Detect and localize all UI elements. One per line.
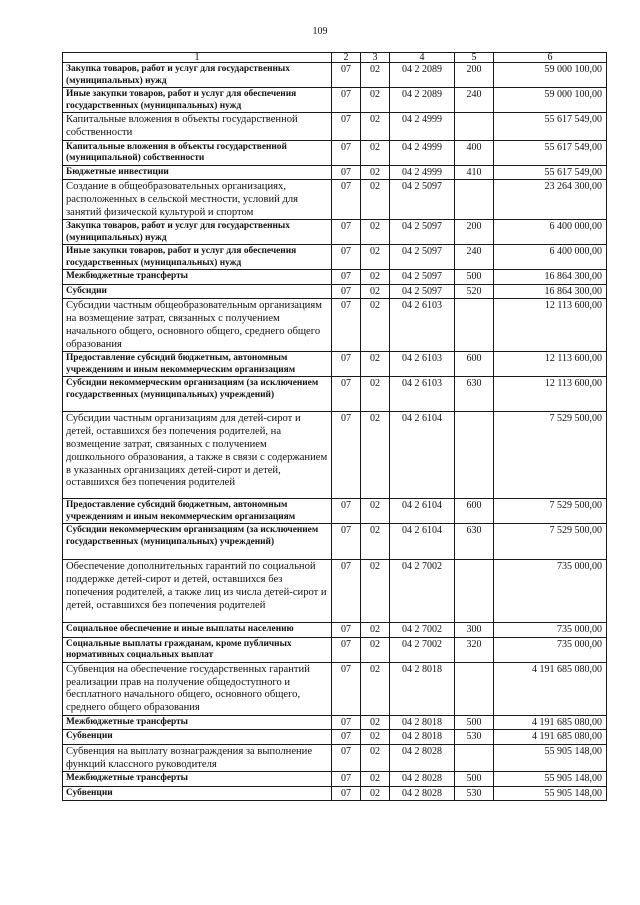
row-name-cell: Субсидии частным организациям для детей-сирот и детей, оставшихся без попечения родителей, на возмещение затрат, связанных с получением дошкольного образования, а также в связи с содержанием в указанных организациях детей-сирот и детей, оставшихся без попечения родителей xyxy=(63,412,332,499)
row-target-article-cell: 04 2 5097 xyxy=(390,180,455,220)
row-expense-type-cell xyxy=(455,744,494,772)
table-row xyxy=(63,377,607,412)
row-subsection-cell: 02 xyxy=(361,715,390,729)
row-amount-cell: 12 113 600,00 xyxy=(494,377,607,412)
row-section-cell: 07 xyxy=(332,220,361,245)
row-amount-cell: 55 905 148,00 xyxy=(494,772,607,786)
table-row xyxy=(63,499,607,524)
row-name-cell: Субвенции xyxy=(63,730,332,744)
row-name-cell: Закупка товаров, работ и услуг для государственных (муниципальных) нужд xyxy=(63,220,332,245)
row-amount-cell: 735 000,00 xyxy=(494,560,607,623)
row-subsection-cell: 02 xyxy=(361,180,390,220)
row-amount-cell: 4 191 685 080,00 xyxy=(494,715,607,729)
row-name-cell: Социальные выплаты гражданам, кроме публичных нормативных социальных выплат xyxy=(63,637,332,662)
row-expense-type-cell: 600 xyxy=(455,499,494,524)
row-expense-type-cell: 200 xyxy=(455,220,494,245)
row-expense-type-cell: 600 xyxy=(455,352,494,377)
row-target-article-cell: 04 2 7002 xyxy=(390,637,455,662)
row-amount-cell: 7 529 500,00 xyxy=(494,524,607,560)
row-amount-cell: 59 000 100,00 xyxy=(494,63,607,88)
row-name-cell: Обеспечение дополнительных гарантий по социальной поддержке детей-сирот и детей, оставшихся без попечения родителей, а также лиц из числа детей-сирот и детей, оставшихся без попечения родителей xyxy=(63,560,332,623)
row-target-article-cell: 04 2 5097 xyxy=(390,220,455,245)
row-subsection-cell: 02 xyxy=(361,63,390,88)
row-expense-type-cell: 630 xyxy=(455,524,494,560)
row-expense-type-cell: 500 xyxy=(455,270,494,284)
row-expense-type-cell: 520 xyxy=(455,284,494,298)
row-expense-type-cell: 300 xyxy=(455,623,494,637)
row-subsection-cell: 02 xyxy=(361,165,390,179)
row-target-article-cell: 04 2 6104 xyxy=(390,499,455,524)
table-row xyxy=(63,180,607,220)
row-section-cell: 07 xyxy=(332,377,361,412)
row-name-cell: Капитальные вложения в объекты государственной (муниципальной) собственности xyxy=(63,140,332,165)
row-subsection-cell: 02 xyxy=(361,113,390,141)
row-section-cell: 07 xyxy=(332,140,361,165)
row-target-article-cell: 04 2 8018 xyxy=(390,662,455,715)
table-body xyxy=(63,63,607,801)
row-section-cell: 07 xyxy=(332,270,361,284)
col-header-subsection: 3 xyxy=(361,53,390,63)
table-row xyxy=(63,270,607,284)
row-target-article-cell: 04 2 5097 xyxy=(390,270,455,284)
row-amount-cell: 6 400 000,00 xyxy=(494,220,607,245)
row-section-cell: 07 xyxy=(332,715,361,729)
row-amount-cell: 55 617 549,00 xyxy=(494,165,607,179)
row-expense-type-cell: 400 xyxy=(455,140,494,165)
row-name-cell: Субвенции xyxy=(63,786,332,800)
col-header-amount: 6 xyxy=(494,53,607,63)
row-name-cell: Межбюджетные трансферты xyxy=(63,270,332,284)
row-section-cell: 07 xyxy=(332,412,361,499)
table-row xyxy=(63,786,607,800)
row-section-cell: 07 xyxy=(332,772,361,786)
table-row xyxy=(63,560,607,623)
row-subsection-cell: 02 xyxy=(361,560,390,623)
row-subsection-cell: 02 xyxy=(361,662,390,715)
table-row xyxy=(63,220,607,245)
table-row xyxy=(63,637,607,662)
row-subsection-cell: 02 xyxy=(361,299,390,352)
col-header-section: 2 xyxy=(332,53,361,63)
row-section-cell: 07 xyxy=(332,245,361,270)
row-section-cell: 07 xyxy=(332,744,361,772)
row-amount-cell: 735 000,00 xyxy=(494,623,607,637)
row-section-cell: 07 xyxy=(332,63,361,88)
row-name-cell: Межбюджетные трансферты xyxy=(63,715,332,729)
row-target-article-cell: 04 2 6103 xyxy=(390,299,455,352)
row-subsection-cell: 02 xyxy=(361,524,390,560)
row-target-article-cell: 04 2 7002 xyxy=(390,623,455,637)
row-expense-type-cell xyxy=(455,662,494,715)
row-section-cell: 07 xyxy=(332,165,361,179)
row-amount-cell: 7 529 500,00 xyxy=(494,412,607,499)
table-row xyxy=(63,662,607,715)
row-section-cell: 07 xyxy=(332,284,361,298)
row-name-cell: Субвенция на обеспечение государственных гарантий реализации прав на получение общедоступного и бесплатного начального общего, основного общего, среднего общего образования xyxy=(63,662,332,715)
row-subsection-cell: 02 xyxy=(361,140,390,165)
row-name-cell: Межбюджетные трансферты xyxy=(63,772,332,786)
row-name-cell: Предоставление субсидий бюджетным, автономным учреждениям и иным некоммерческим организациям xyxy=(63,352,332,377)
row-amount-cell: 4 191 685 080,00 xyxy=(494,730,607,744)
table-row xyxy=(63,772,607,786)
row-section-cell: 07 xyxy=(332,623,361,637)
row-subsection-cell: 02 xyxy=(361,637,390,662)
row-target-article-cell: 04 2 6103 xyxy=(390,377,455,412)
row-name-cell: Субвенция на выплату вознаграждения за выполнение функций классного руководителя xyxy=(63,744,332,772)
row-expense-type-cell xyxy=(455,412,494,499)
col-header-target-article: 4 xyxy=(390,53,455,63)
budget-table xyxy=(62,52,607,801)
row-name-cell: Субсидии некоммерческим организациям (за исключением государственных (муниципальных) учреждений) xyxy=(63,524,332,560)
page-number: 109 xyxy=(312,26,328,37)
row-name-cell: Предоставление субсидий бюджетным, автономным учреждениям и иным некоммерческим организациям xyxy=(63,499,332,524)
row-target-article-cell: 04 2 4999 xyxy=(390,140,455,165)
row-section-cell: 07 xyxy=(332,88,361,113)
row-section-cell: 07 xyxy=(332,180,361,220)
table-row xyxy=(63,623,607,637)
row-subsection-cell: 02 xyxy=(361,377,390,412)
table-row xyxy=(63,165,607,179)
row-target-article-cell: 04 2 8018 xyxy=(390,715,455,729)
row-amount-cell: 16 864 300,00 xyxy=(494,284,607,298)
row-expense-type-cell: 530 xyxy=(455,730,494,744)
row-amount-cell: 7 529 500,00 xyxy=(494,499,607,524)
row-expense-type-cell: 630 xyxy=(455,377,494,412)
row-amount-cell: 55 905 148,00 xyxy=(494,744,607,772)
row-amount-cell: 12 113 600,00 xyxy=(494,352,607,377)
row-subsection-cell: 02 xyxy=(361,88,390,113)
row-amount-cell: 55 617 549,00 xyxy=(494,140,607,165)
row-subsection-cell: 02 xyxy=(361,352,390,377)
row-subsection-cell: 02 xyxy=(361,412,390,499)
row-expense-type-cell xyxy=(455,560,494,623)
row-amount-cell: 55 905 148,00 xyxy=(494,786,607,800)
row-target-article-cell: 04 2 8018 xyxy=(390,730,455,744)
row-expense-type-cell: 500 xyxy=(455,772,494,786)
row-expense-type-cell: 240 xyxy=(455,245,494,270)
table-row xyxy=(63,299,607,352)
row-amount-cell: 23 264 300,00 xyxy=(494,180,607,220)
row-subsection-cell: 02 xyxy=(361,623,390,637)
row-amount-cell: 55 617 549,00 xyxy=(494,113,607,141)
table-row xyxy=(63,284,607,298)
row-target-article-cell: 04 2 6104 xyxy=(390,412,455,499)
row-amount-cell: 6 400 000,00 xyxy=(494,245,607,270)
row-subsection-cell: 02 xyxy=(361,270,390,284)
table-row xyxy=(63,88,607,113)
row-expense-type-cell xyxy=(455,299,494,352)
row-target-article-cell: 04 2 4999 xyxy=(390,113,455,141)
table-row xyxy=(63,412,607,499)
row-amount-cell: 16 864 300,00 xyxy=(494,270,607,284)
row-section-cell: 07 xyxy=(332,499,361,524)
row-expense-type-cell: 240 xyxy=(455,88,494,113)
row-subsection-cell: 02 xyxy=(361,245,390,270)
table-row xyxy=(63,730,607,744)
row-target-article-cell: 04 2 2089 xyxy=(390,88,455,113)
row-subsection-cell: 02 xyxy=(361,744,390,772)
row-subsection-cell: 02 xyxy=(361,772,390,786)
table-row xyxy=(63,63,607,88)
row-section-cell: 07 xyxy=(332,299,361,352)
row-target-article-cell: 04 2 8028 xyxy=(390,786,455,800)
row-section-cell: 07 xyxy=(332,560,361,623)
row-target-article-cell: 04 2 8028 xyxy=(390,772,455,786)
row-amount-cell: 59 000 100,00 xyxy=(494,88,607,113)
row-name-cell: Создание в общеобразовательных организациях, расположенных в сельской местности, условий для занятий физической культурой и спортом xyxy=(63,180,332,220)
row-amount-cell: 12 113 600,00 xyxy=(494,299,607,352)
row-subsection-cell: 02 xyxy=(361,220,390,245)
row-name-cell: Иные закупки товаров, работ и услуг для обеспечения государственных (муниципальных) нужд xyxy=(63,245,332,270)
col-header-name: 1 xyxy=(63,53,332,63)
row-section-cell: 07 xyxy=(332,730,361,744)
row-section-cell: 07 xyxy=(332,352,361,377)
row-name-cell: Бюджетные инвестиции xyxy=(63,165,332,179)
col-header-expense-type: 5 xyxy=(455,53,494,63)
row-section-cell: 07 xyxy=(332,113,361,141)
row-subsection-cell: 02 xyxy=(361,284,390,298)
header-row xyxy=(63,53,607,63)
row-expense-type-cell: 200 xyxy=(455,63,494,88)
row-section-cell: 07 xyxy=(332,524,361,560)
table-row xyxy=(63,245,607,270)
row-subsection-cell: 02 xyxy=(361,499,390,524)
row-section-cell: 07 xyxy=(332,637,361,662)
row-name-cell: Субсидии частным общеобразовательным организациям на возмещение затрат, связанных с получением начального общего, основного общего, среднего общего образования xyxy=(63,299,332,352)
row-target-article-cell: 04 2 5097 xyxy=(390,284,455,298)
row-section-cell: 07 xyxy=(332,662,361,715)
row-section-cell: 07 xyxy=(332,786,361,800)
row-name-cell: Иные закупки товаров, работ и услуг для обеспечения государственных (муниципальных) нужд xyxy=(63,88,332,113)
row-target-article-cell: 04 2 8028 xyxy=(390,744,455,772)
row-subsection-cell: 02 xyxy=(361,730,390,744)
row-target-article-cell: 04 2 5097 xyxy=(390,245,455,270)
row-target-article-cell: 04 2 2089 xyxy=(390,63,455,88)
row-expense-type-cell: 410 xyxy=(455,165,494,179)
row-name-cell: Субсидии xyxy=(63,284,332,298)
table-row xyxy=(63,744,607,772)
row-expense-type-cell: 320 xyxy=(455,637,494,662)
row-name-cell: Субсидии некоммерческим организациям (за исключением государственных (муниципальных) учреждений) xyxy=(63,377,332,412)
row-amount-cell: 735 000,00 xyxy=(494,637,607,662)
table-row xyxy=(63,113,607,141)
row-name-cell: Социальное обеспечение и иные выплаты населению xyxy=(63,623,332,637)
row-target-article-cell: 04 2 4999 xyxy=(390,165,455,179)
row-target-article-cell: 04 2 7002 xyxy=(390,560,455,623)
row-name-cell: Капитальные вложения в объекты государственной собственности xyxy=(63,113,332,141)
row-expense-type-cell: 500 xyxy=(455,715,494,729)
row-target-article-cell: 04 2 6103 xyxy=(390,352,455,377)
row-expense-type-cell: 530 xyxy=(455,786,494,800)
row-target-article-cell: 04 2 6104 xyxy=(390,524,455,560)
table-row xyxy=(63,715,607,729)
table-row xyxy=(63,524,607,560)
table-row xyxy=(63,140,607,165)
row-name-cell: Закупка товаров, работ и услуг для государственных (муниципальных) нужд xyxy=(63,63,332,88)
row-expense-type-cell xyxy=(455,113,494,141)
table-row xyxy=(63,352,607,377)
row-expense-type-cell xyxy=(455,180,494,220)
row-amount-cell: 4 191 685 080,00 xyxy=(494,662,607,715)
row-subsection-cell: 02 xyxy=(361,786,390,800)
